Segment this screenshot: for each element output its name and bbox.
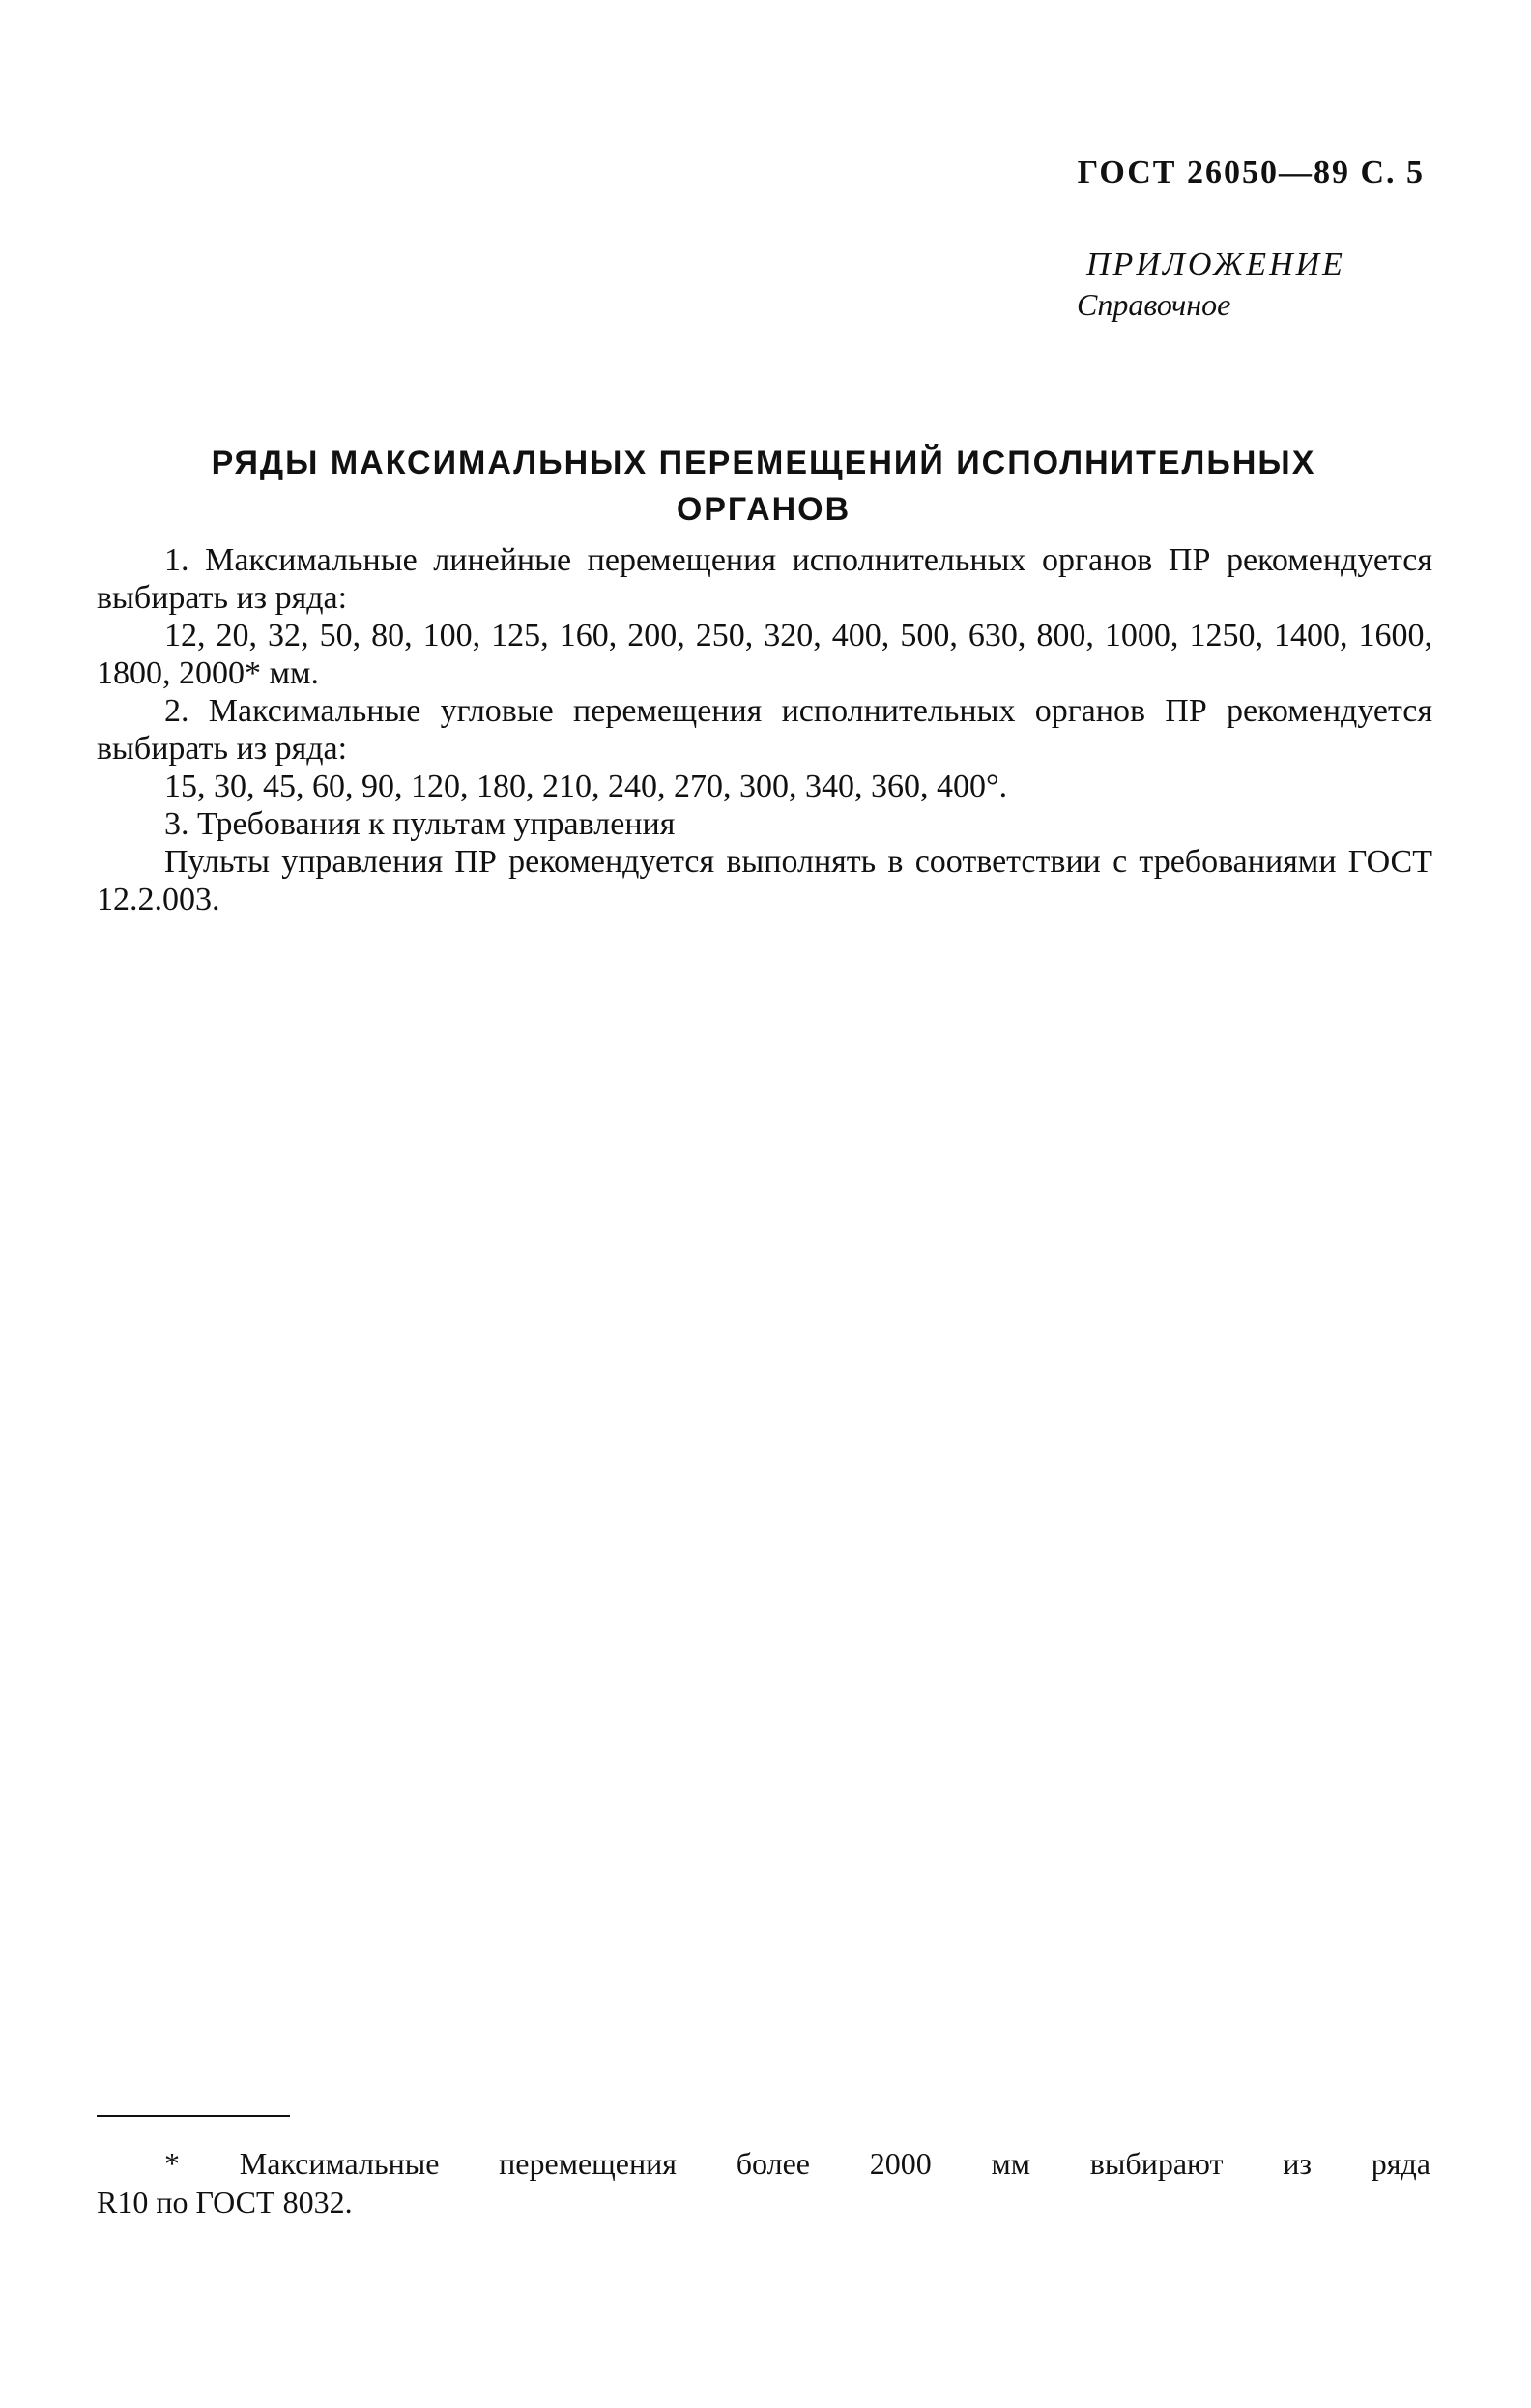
footnote: [97, 2144, 1430, 2221]
appendix-label: [1048, 247, 1454, 323]
page-title: [97, 440, 1430, 533]
footnote-line-2: R10 по ГОСТ 8032.: [97, 2185, 353, 2219]
footnote-line-1: * Максимальные перемещения более 2000 мм выбирают из ряда: [164, 2146, 1430, 2181]
paragraph-linear-intro: 1. Максимальные линейные перемещения исполнительных органов ПР рекомендуется выбирать из ряда:: [97, 542, 1432, 616]
appendix-subtitle: Справочное: [1077, 287, 1231, 322]
page-title-line-2: ОРГАНОВ: [676, 491, 852, 528]
paragraph-angular-values: 15, 30, 45, 60, 90, 120, 180, 210, 240, 270, 300, 340, 360, 400°.: [164, 769, 1008, 804]
paragraph-linear-values: 12, 20, 32, 50, 80, 100, 125, 160, 200, 250, 320, 400, 500, 630, 800, 1000, 1250, 1400, 1600, 1800, 2000* мм.: [97, 618, 1432, 691]
paragraph-control-panels-heading: 3. Требования к пультам управления: [164, 806, 676, 842]
footnote-divider: [97, 2115, 290, 2117]
paragraph-control-panels-text: Пульты управления ПР рекомендуется выполнять в соответствии с требованиями ГОСТ 12.2.003.: [97, 844, 1432, 917]
body-text: [97, 541, 1432, 918]
appendix-title: ПРИЛОЖЕНИЕ: [1086, 247, 1345, 282]
page-title-line-1: РЯДЫ МАКСИМАЛЬНЫХ ПЕРЕМЕЩЕНИЙ ИСПОЛНИТЕЛЬНЫХ: [211, 445, 1316, 481]
paragraph-angular-intro: 2. Максимальные угловые перемещения исполнительных органов ПР рекомендуется выбирать из ряда:: [97, 693, 1432, 767]
page-header-code: ГОСТ 26050—89 С. 5: [1077, 155, 1425, 190]
